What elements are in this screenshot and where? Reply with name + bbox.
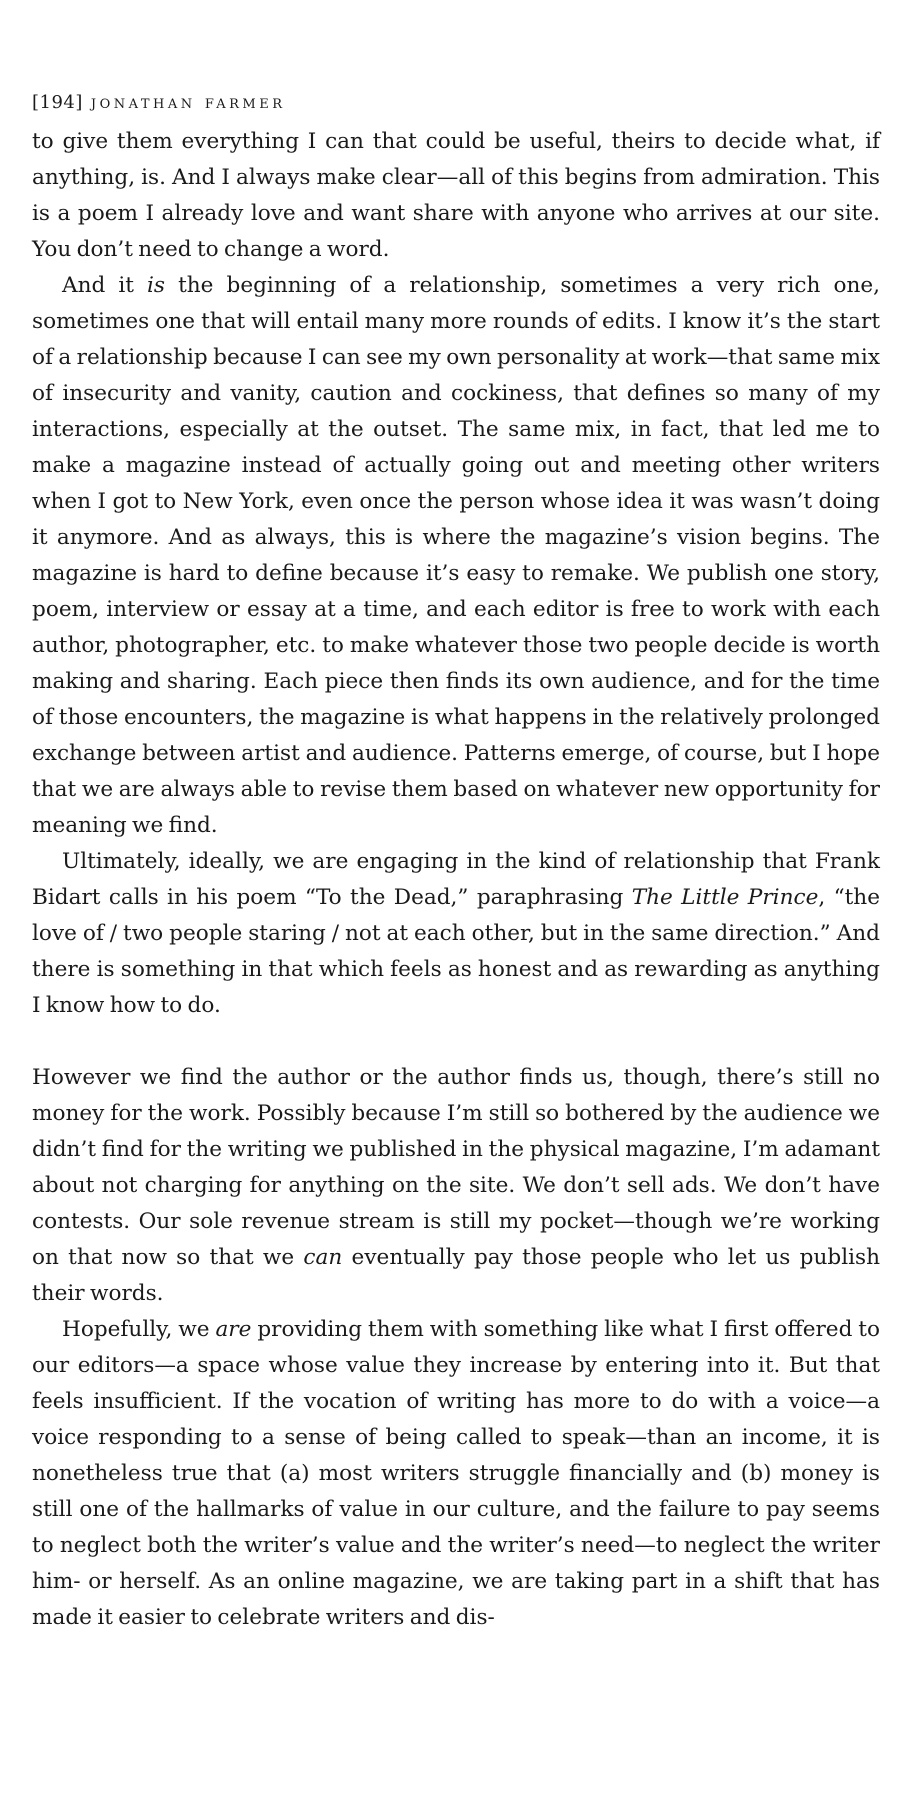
paragraph: [32, 268, 880, 844]
text-run: , “the love of / two people staring / not at each other, but in the same direction.” And there is something in that which feels as honest and as rewarding as anything I know how to do.: [32, 885, 880, 1018]
text-run: And it: [62, 273, 148, 298]
paragraph: [32, 124, 880, 268]
paragraph: [32, 844, 880, 1024]
text-run: eventually pay those people who let us publish their words.: [32, 1245, 880, 1306]
book-page: [32, 92, 880, 1636]
body-text: [32, 124, 880, 1636]
text-run: to give them everything I can that could be useful, theirs to decide what, if anything, is. And I always make clear—all of this begins from admiration. This is a poem I already love and want share with anyone who arrives at our site. You don’t need to change a word.: [32, 129, 880, 262]
italic-text: The Little Prince: [631, 885, 819, 910]
text-run: Ultimately, ideally, we are engaging in the kind of relationship that Frank Bidart calls in his poem “To the Dead,” paraphrasing: [32, 849, 880, 910]
italic-text: is: [147, 273, 166, 298]
paragraph: [32, 1312, 880, 1636]
paragraph: [32, 1060, 880, 1312]
running-head: [32, 92, 880, 114]
running-head-author: jonathan farmer: [90, 92, 286, 113]
text-run: providing them with something like what I first offered to our editors—a space whose value they increase by entering into it. But that feels insufficient. If the vocation of writing has more to do with a voice—a voice responding to a sense of being called to speak—than an income, it is nonetheless true that (a) most writers struggle financially and (b) money is still one of the hallmarks of value in our culture, and the failure to pay seems to neglect both the writer’s value and the writer’s need—to neglect the writer him- or herself. As an online magazine, we are taking part in a shift that has made it easier to celebrate writers and dis-: [32, 1317, 880, 1630]
text-run: However we find the author or the author finds us, though, there’s still no money for the work. Possibly because I’m still so bothered by the audience we didn’t find for the writing we published in the physical magazine, I’m adamant about not charging for anything on the site. We don’t sell ads. We don’t have contests. Our sole revenue stream is still my pocket—though we’re working on that now so that we: [32, 1065, 880, 1270]
italic-text: are: [215, 1317, 252, 1342]
italic-text: can: [303, 1245, 343, 1270]
page-number: [194]: [32, 92, 83, 113]
text-run: the beginning of a relationship, sometimes a very rich one, sometimes one that will entail many more rounds of edits. I know it’s the start of a relationship because I can see my own personality at work—that same mix of insecurity and vanity, caution and cockiness, that defines so many of my interactions, especially at the outset. The same mix, in fact, that led me to make a magazine instead of actually going out and meeting other writers when I got to New York, even once the person whose idea it was wasn’t doing it anymore. And as always, this is where the magazine’s vision begins. The magazine is hard to define because it’s easy to remake. We publish one story, poem, interview or essay at a time, and each editor is free to work with each author, photographer, etc. to make whatever those two people decide is worth making and sharing. Each piece then finds its own audience, and for the time of those encounters, the magazine is what happens in the relatively prolonged exchange between artist and audience. Patterns emerge, of course, but I hope that we are always able to revise them based on whatever new opportunity for meaning we find.: [32, 273, 880, 838]
text-run: Hopefully, we: [62, 1317, 216, 1342]
